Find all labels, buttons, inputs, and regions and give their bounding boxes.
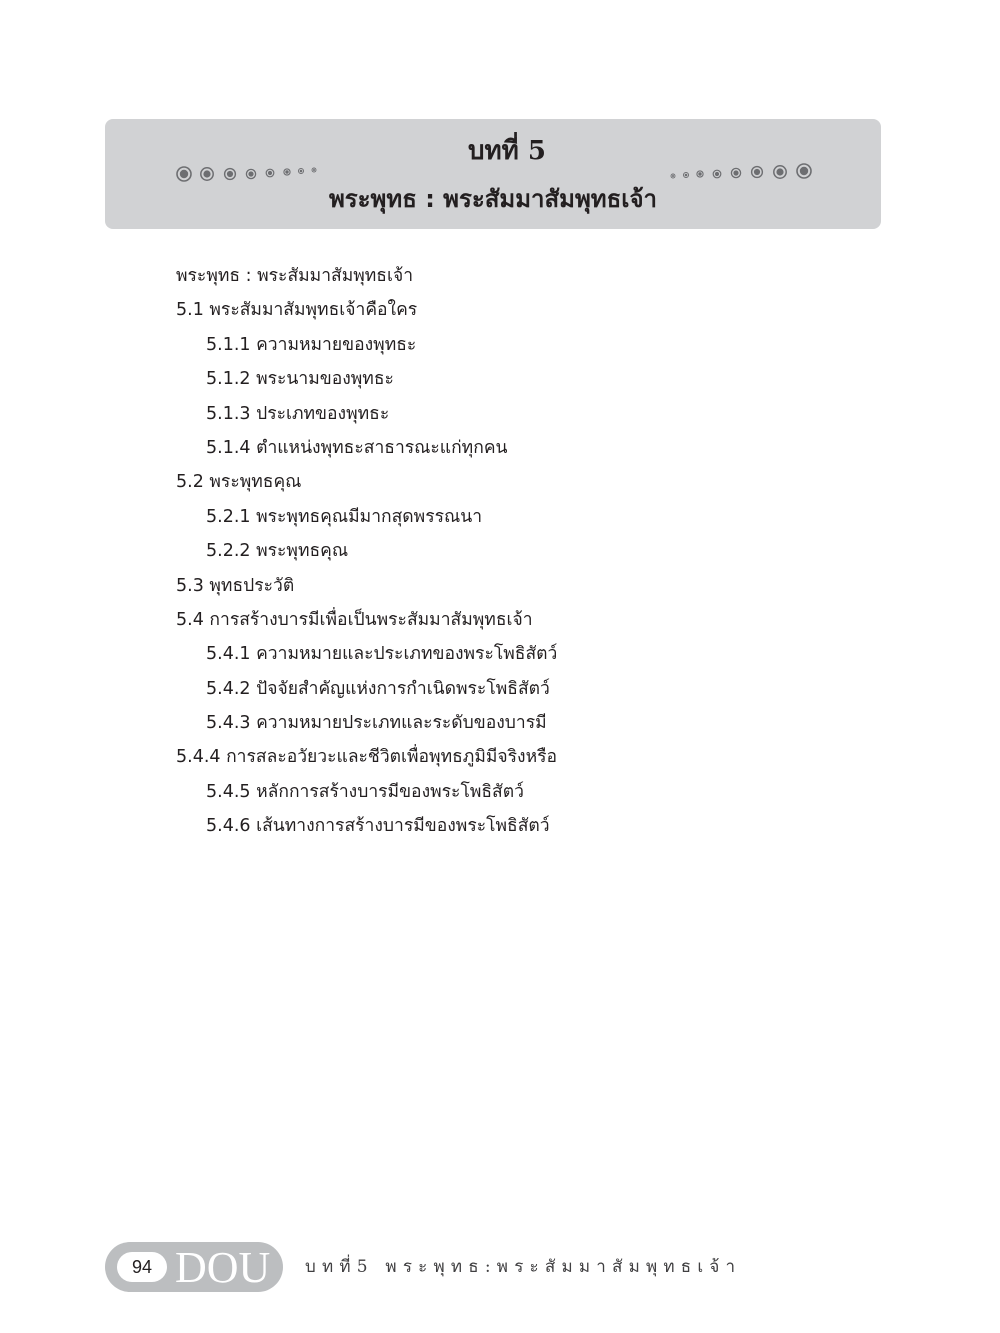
toc-item: 5.4.2 ปัจจัยสำคัญแห่งการกำเนิดพระโพธิสัตว์	[206, 678, 550, 699]
chapter-banner	[105, 119, 881, 229]
toc-item: 5.4.1 ความหมายและประเภทของพระโพธิสัตว์	[206, 644, 558, 665]
page-number: 94	[117, 1252, 167, 1282]
toc-item: 5.3 พุทธประวัติ	[176, 575, 295, 596]
footer-badge	[105, 1242, 283, 1292]
toc-item: 5.4.5 หลักการสร้างบารมีของพระโพธิสัตว์	[206, 781, 524, 802]
toc-item: พระพุทธ : พระสัมมาสัมพุทธเจ้า	[176, 266, 414, 286]
page-footer	[105, 1242, 785, 1294]
toc-item: 5.1.1 ความหมายของพุทธะ	[206, 334, 417, 355]
toc-item: 5.1.2 พระนามของพุทธะ	[206, 369, 394, 390]
table-of-contents	[176, 259, 876, 844]
running-head: บทที่5 พระพุทธ:พระสัมมาสัมพุทธเจ้า	[305, 1257, 742, 1277]
toc-item: 5.4.6 เส้นทางการสร้างบารมีของพระโพธิสัตว์	[206, 816, 550, 837]
chapter-number: บทที่ 5	[468, 136, 546, 166]
toc-item: 5.4.4 การสละอวัยวะและชีวิตเพื่อพุทธภูมิมีจริงหรือ	[176, 747, 558, 768]
toc-item: 5.1 พระสัมมาสัมพุทธเจ้าคือใคร	[176, 300, 418, 321]
toc-item: 5.1.3 ประเภทของพุทธะ	[206, 403, 390, 424]
toc-item: 5.4 การสร้างบารมีเพื่อเป็นพระสัมมาสัมพุทธเจ้า	[176, 609, 533, 630]
toc-item: 5.2.1 พระพุทธคุณมีมากสุดพรรณนา	[206, 506, 483, 527]
toc-item: 5.1.4 ตำแหน่งพุทธะสาธารณะแก่ทุกคน	[206, 437, 508, 458]
dou-logo: DOU	[175, 1243, 271, 1292]
chapter-title: พระพุทธ : พระสัมมาสัมพุทธเจ้า	[328, 185, 658, 213]
toc-item: 5.2.2 พระพุทธคุณ	[206, 541, 349, 562]
toc-item: 5.4.3 ความหมายประเภทและระดับของบารมี	[206, 713, 547, 734]
toc-item: 5.2 พระพุทธคุณ	[176, 472, 302, 493]
